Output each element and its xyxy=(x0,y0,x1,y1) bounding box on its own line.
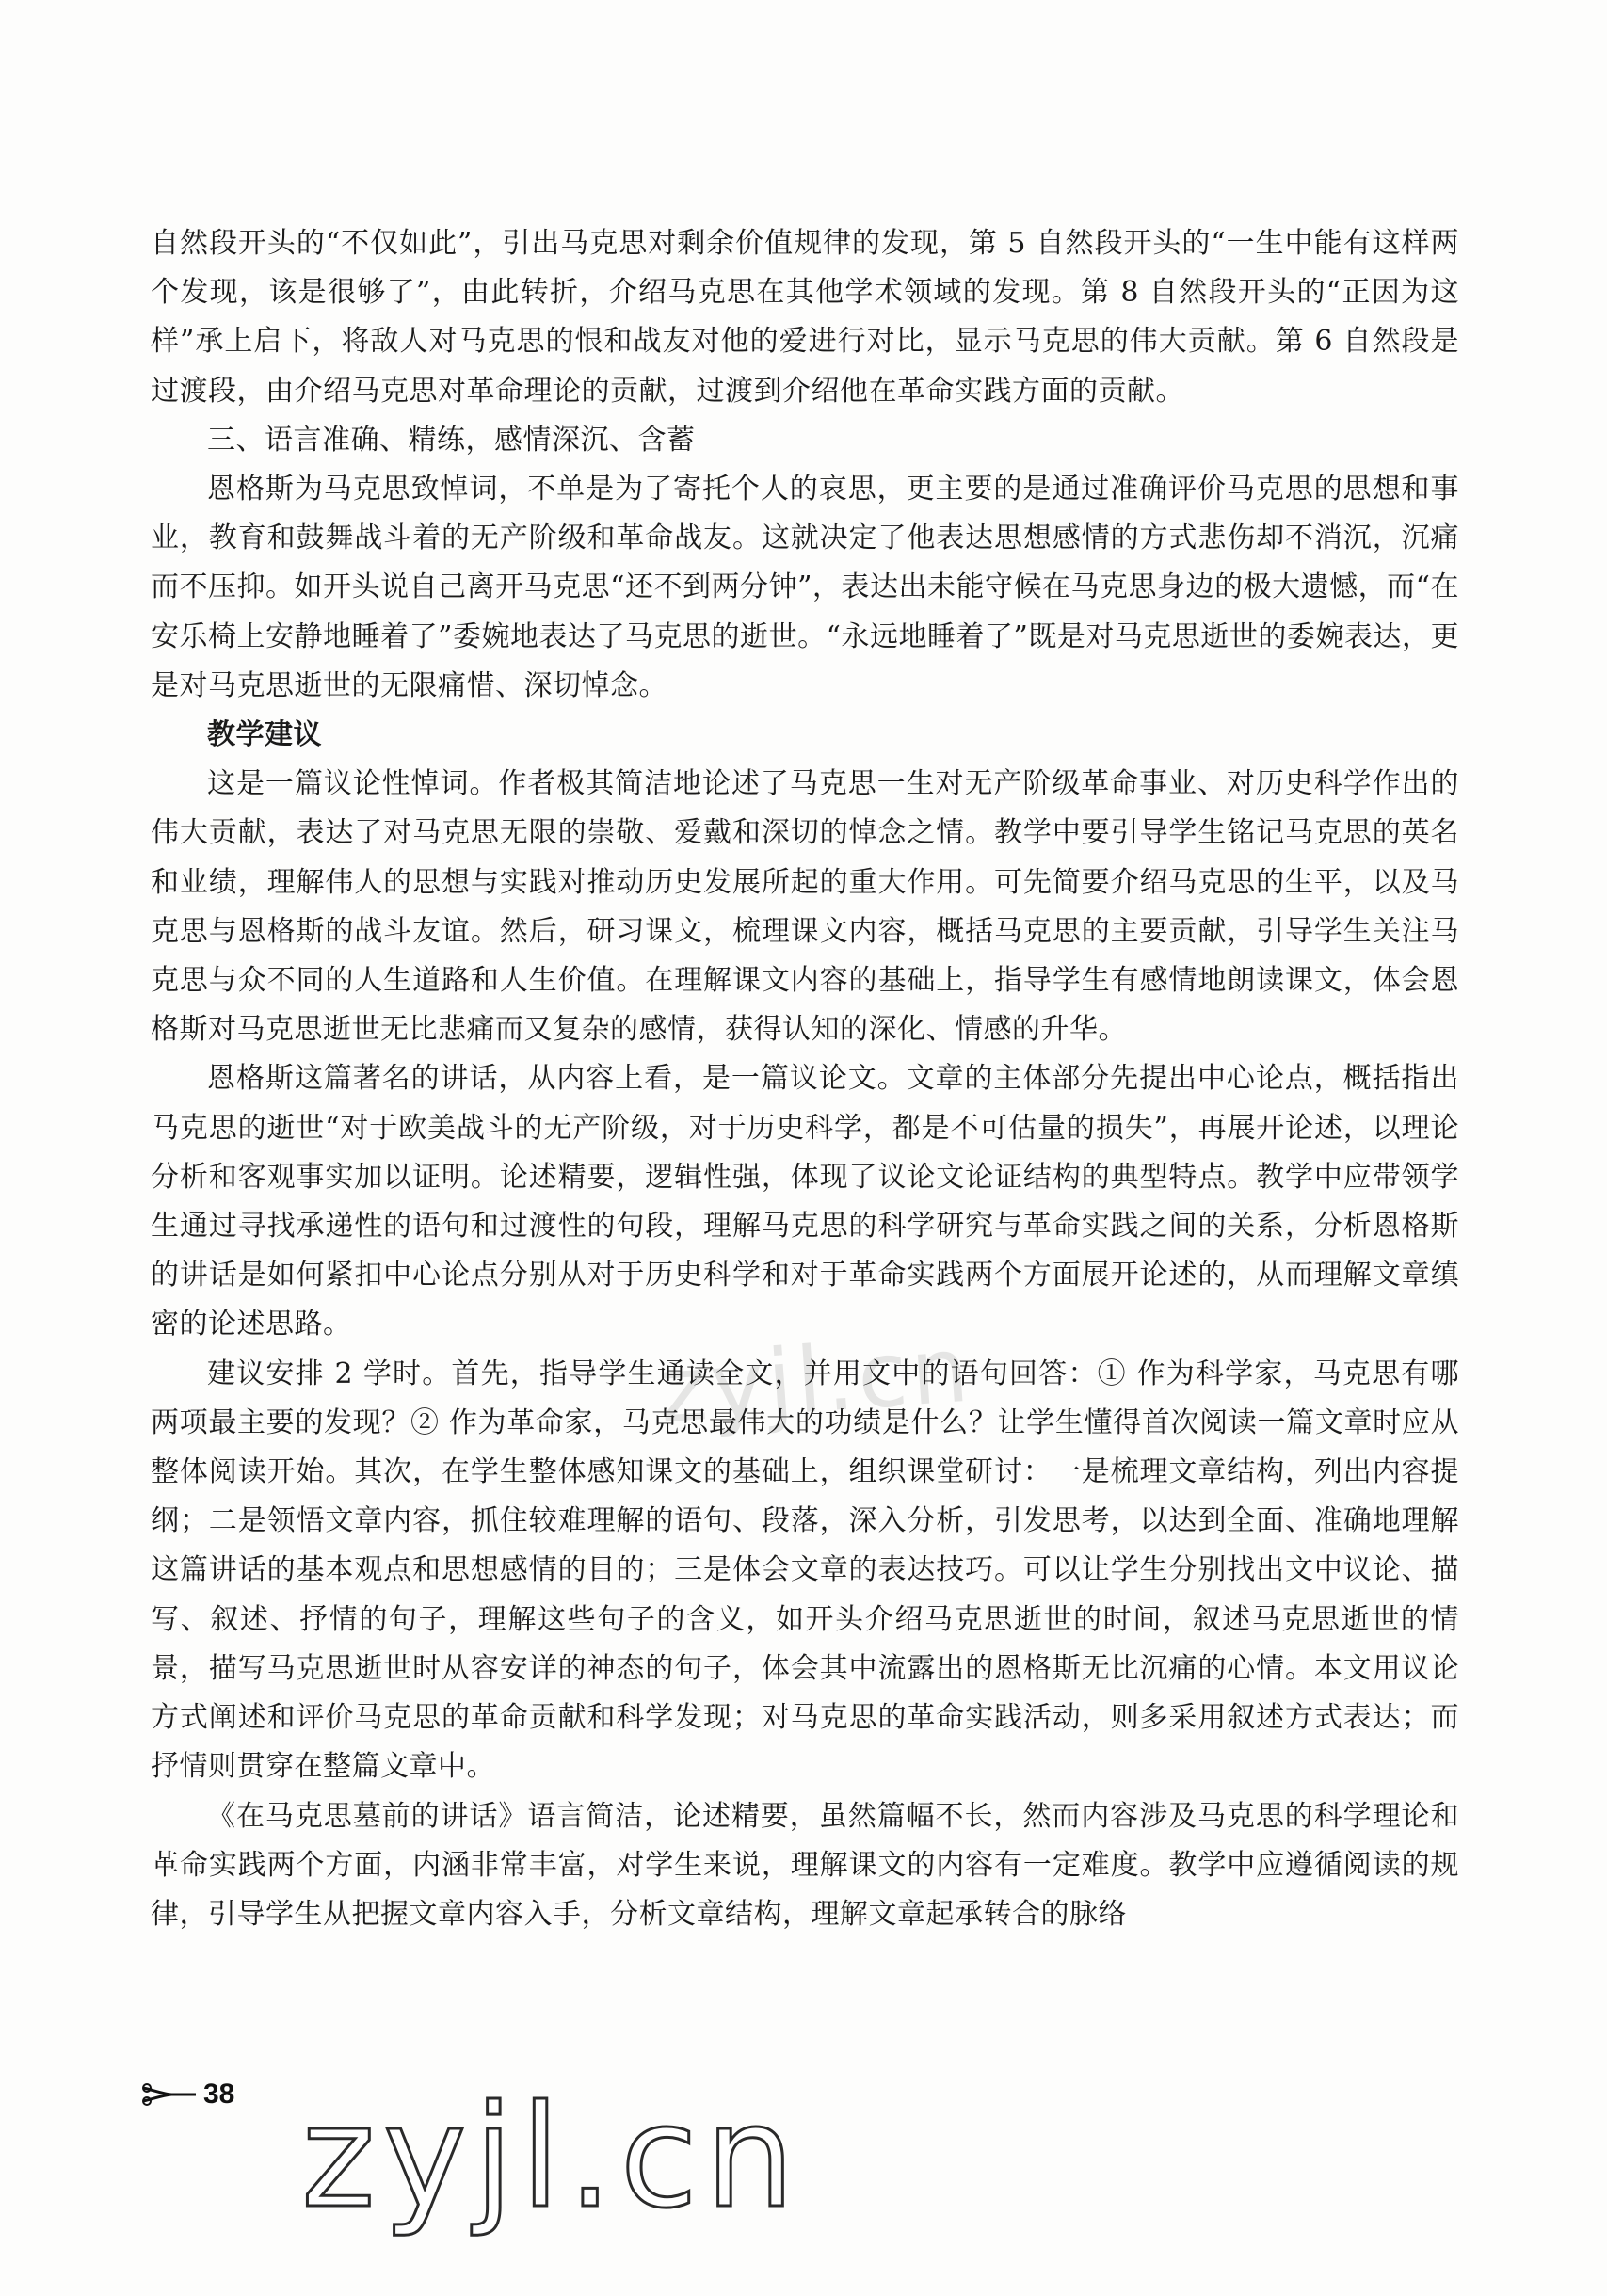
watermark-middle: zyjl.cn xyxy=(655,1316,976,1444)
section-heading-language: 三、语言准确、精练，感情深沉、含蓄 xyxy=(207,423,696,457)
watermark-bottom: zyjl.cn xyxy=(301,2076,803,2240)
page-footer xyxy=(141,2071,234,2118)
body-text xyxy=(151,219,1459,1939)
paragraph-argument-structure: 恩格斯这篇著名的讲话，从内容上看，是一篇议论文。文章的主体部分先提出中心论点，概括指出马克思的逝世“对于欧美战斗的无产阶级，对于历史科学，都是不可估量的损失”，再展开论述，以理论分析和客观事实加以证明。论述精要，逻辑性强，体现了议论文论证结构的典型特点。教学中应带领学生通过寻找承递性的语句和过渡性的句段，理解马克思的科学研究与革命实践之间的关系，分析恩格斯的讲话是如何紧扣中心论点分别从对于历史科学和对于革命实践两个方面展开论述的，从而理解文章缜密的论述思路。 xyxy=(151,1062,1459,1341)
page-number: 38 xyxy=(203,2079,235,2110)
paragraph-class-schedule: 建议安排 2 学时。首先，指导学生通读全文，并用文中的语句回答：① 作为科学家，马克思有哪两项最主要的发现？② 作为革命家，马克思最伟大的功绩是什么？让学生懂得首次阅读一篇文章时应从整体阅读开始。其次，在学生整体感知课文的基础上，组织课堂研讨：一是梳理文章结构，列出内容提纲；二是领悟文章内容，抓住较难理解的语句、段落，深入分析，引发思考，以达到全面、准确地理解这篇讲话的基本观点和思想感情的目的；三是体会文章的表达技巧。可以让学生分别找出文中议论、描写、叙述、抒情的句子，理解这些句子的含义，如开头介绍马克思逝世的时间，叙述马克思逝世的情景，描写马克思逝世时从容安详的神态的句子，体会其中流露出的恩格斯无比沉痛的心情。本文用议论方式阐述和评价马克思的革命贡献和科学发现；对马克思的革命实践活动，则多采用叙述方式表达；而抒情则贯穿在整篇文章中。 xyxy=(151,1357,1459,1784)
scissors-line-ornament-icon xyxy=(141,2080,198,2109)
paragraph-continuation: 自然段开头的“不仅如此”，引出马克思对剩余价值规律的发现，第 5 自然段开头的“一生中能有这样两个发现，该是很够了”，由此转折，介绍马克思在其他学术领域的发现。第 8 自然段开头的“正因为这样”承上启下，将敌人对马克思的恨和战友对他的爱进行对比，显示马克思的伟大贡献。第 6 自然段是过渡段，由介绍马克思对革命理论的贡献，过渡到介绍他在革命实践方面的贡献。 xyxy=(151,227,1459,408)
paragraph-reading-guidance: 《在马克思墓前的讲话》语言简洁，论述精要，虽然篇幅不长，然而内容涉及马克思的科学理论和革命实践两个方面，内涵非常丰富，对学生来说，理解课文的内容有一定难度。教学中应遵循阅读的规律，引导学生从把握文章内容入手，分析文章结构，理解文章起承转合的脉络 xyxy=(151,1799,1459,1931)
paragraph-teaching-overview: 这是一篇议论性悼词。作者极其简洁地论述了马克思一生对无产阶级革命事业、对历史科学作出的伟大贡献，表达了对马克思无限的崇敬、爱戴和深切的悼念之情。教学中要引导学生铭记马克思的英名和业绩，理解伟人的思想与实践对推动历史发展所起的重大作用。可先简要介绍马克思的生平，以及马克思与恩格斯的战斗友谊。然后，研习课文，梳理课文内容，概括马克思的主要贡献，引导学生关注马克思与众不同的人生道路和人生价值。在理解课文内容的基础上，指导学生有感情地朗读课文，体会恩格斯对马克思逝世无比悲痛而又复杂的感情，获得认知的深化、情感的升华。 xyxy=(151,767,1459,1047)
paragraph-language-analysis: 恩格斯为马克思致悼词，不单是为了寄托个人的哀思，更主要的是通过准确评价马克思的思想和事业，教育和鼓舞战斗着的无产阶级和革命战友。这就决定了他表达思想感情的方式悲伤却不消沉，沉痛而不压抑。如开头说自己离开马克思“还不到两分钟”，表达出未能守候在马克思身边的极大遗憾，而“在安乐椅上安静地睡着了”委婉地表达了马克思的逝世。“永远地睡着了”既是对马克思逝世的委婉表达，更是对马克思逝世的无限痛惜、深切悼念。 xyxy=(151,473,1459,702)
section-heading-teaching-suggestions: 教学建议 xyxy=(207,718,322,752)
